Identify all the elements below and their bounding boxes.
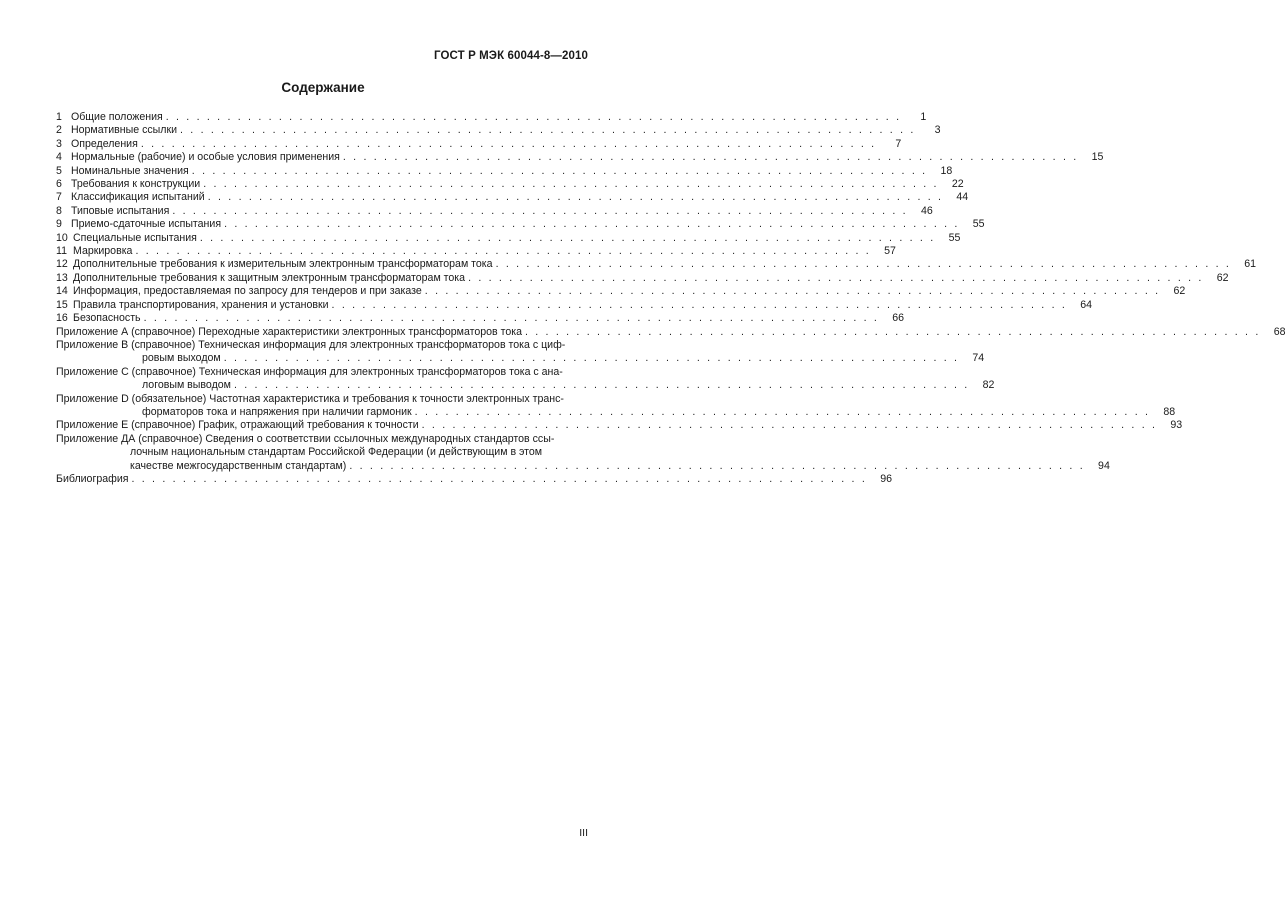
toc-entry-label	[56, 232, 197, 245]
toc-entry-label	[56, 245, 132, 258]
appendix-title-line: Приложение ДА (справочное) Сведения о соответствии ссылочных международных стандартов ссы-	[56, 432, 555, 445]
toc-page-number: 3	[934, 124, 941, 137]
toc-leader-dots: . . . . . . . . . . . . . . . . . . . . . . . . . . . . . . . . . . . . . . . . . . . . . . . . . . . . . . . . . . . . . . . . . . . . . . . .	[131, 472, 867, 485]
toc-page-number: 62	[1216, 271, 1229, 284]
toc-entry-text: Нормальные (рабочие) и особые условия применения	[71, 151, 340, 164]
toc-entry-label	[56, 326, 522, 339]
toc-entry-label	[56, 218, 221, 231]
toc-leader-dots: . . . . . . . . . . . . . . . . . . . . . . . . . . . . . . . . . . . . . . . . . . . . . . . . . . . . . . . . . . . . . . . . . . . . . . . .	[524, 325, 1261, 338]
toc-entry-section[interactable]	[56, 204, 933, 218]
toc-entry-section[interactable]	[56, 137, 902, 151]
toc-entry-section[interactable]	[56, 178, 964, 191]
toc-leader-dots: . . . . . . . . . . . . . . . . . . . . . . . . . . . . . . . . . . . . . . . . . . . . . . . . . . . . . . . . . . . . . . . . . . . . . . . .	[421, 419, 1158, 432]
toc-section-number: 1	[56, 111, 62, 123]
toc-entry-appendix[interactable]	[56, 432, 1110, 473]
toc-entry-label	[56, 178, 200, 191]
toc-entry-text: Маркировка	[73, 245, 133, 258]
toc-leader-dots: . . . . . . . . . . . . . . . . . . . . . . . . . . . . . . . . . . . . . . . . . . . . . . . . . . . . . . . . . . . . . . . . . . . . . . . .	[424, 285, 1161, 298]
toc-entry-section[interactable]	[56, 218, 985, 231]
toc-entry-section[interactable]	[56, 245, 896, 258]
toc-entry-text: Номинальные значения	[71, 164, 189, 177]
toc-entry-text: форматоров тока и напряжения при наличии гармоник	[142, 405, 412, 418]
toc-entry-appendix[interactable]	[56, 338, 985, 366]
appendix-last-line	[56, 379, 995, 392]
toc-leader-dots: . . . . . . . . . . . . . . . . . . . . . . . . . . . . . . . . . . . . . . . . . . . . . . . . . . . . . . . . . . . . . . . . . . . . . . . .	[172, 204, 908, 217]
appendix-last-line	[56, 419, 1183, 432]
appendix-title-line: Приложение D (обязательное) Частотная характеристика и требования к точности электронных транс-	[56, 392, 564, 405]
toc-section-number: 14	[56, 285, 68, 298]
toc-entry-text: Приложение Е (справочное) График, отражающий требования к точности	[56, 419, 419, 432]
toc-page-number: 74	[972, 352, 985, 365]
toc-entry-text: Определения	[71, 137, 138, 150]
toc-section-number: 3	[56, 137, 62, 150]
toc-entry-label	[56, 138, 138, 151]
toc-entry-label	[56, 124, 177, 137]
toc-section-number: 10	[56, 231, 68, 244]
toc-entry-text: Классификация испытаний	[71, 191, 205, 204]
table-of-contents	[56, 111, 1285, 486]
toc-section-number: 2	[56, 124, 62, 137]
toc-entry-text: Приемо-сдаточные испытания	[71, 218, 222, 231]
toc-page-number: 44	[956, 191, 969, 204]
toc-entry-appendix[interactable]	[56, 419, 1183, 432]
toc-entry-text: Нормативные ссылки	[71, 124, 178, 137]
toc-page-number: 96	[880, 472, 892, 485]
toc-entry-section[interactable]	[56, 298, 1093, 312]
toc-leader-dots: . . . . . . . . . . . . . . . . . . . . . . . . . . . . . . . . . . . . . . . . . . . . . . . . . . . . . . . . . . . . . . . . . . . . . . . .	[331, 298, 1068, 311]
toc-leader-dots: . . . . . . . . . . . . . . . . . . . . . . . . . . . . . . . . . . . . . . . . . . . . . . . . . . . . . . . . . . . . . . . . . . . . . . . .	[135, 245, 871, 258]
page-number: III	[579, 827, 588, 839]
appendix-title-line: Приложение В (справочное) Техническая информация для электронных трансформаторов тока с циф-	[56, 338, 566, 351]
toc-entry-text: Специальные испытания	[73, 231, 197, 244]
toc-entry-text: Безопасность	[73, 312, 141, 325]
toc-entry-label	[56, 473, 128, 486]
appendix-title-line: лочным национальным стандартам Российской Федерации (и действующим в этом	[130, 446, 543, 459]
toc-entry-text: логовым выводом	[142, 379, 231, 392]
toc-leader-dots: . . . . . . . . . . . . . . . . . . . . . . . . . . . . . . . . . . . . . . . . . . . . . . . . . . . . . . . . . . . . . . . . . . . . . . . .	[349, 459, 1085, 472]
toc-entry-section[interactable]	[56, 231, 961, 245]
toc-page-number: 55	[972, 218, 985, 231]
toc-entry-text: Правила транспортирования, хранения и установки	[73, 298, 329, 311]
toc-leader-dots: . . . . . . . . . . . . . . . . . . . . . . . . . . . . . . . . . . . . . . . . . . . . . . . . . . . . . . . . . . . . . . . . . . . . . . . .	[342, 151, 1079, 164]
toc-page-number: 64	[1080, 298, 1093, 311]
toc-section-number: 4	[56, 151, 62, 164]
toc-entry-section[interactable]	[56, 191, 969, 204]
toc-leader-dots: . . . . . . . . . . . . . . . . . . . . . . . . . . . . . . . . . . . . . . . . . . . . . . . . . . . . . . . . . . . . . . . . . . . . . . . .	[233, 379, 970, 392]
toc-page-number: 1	[920, 111, 927, 123]
appendix-last-line	[56, 459, 1110, 473]
toc-section-number: 11	[56, 245, 67, 258]
toc-entry-text: Библиография	[56, 472, 129, 485]
toc-section-number: 15	[56, 298, 68, 311]
toc-page-number: 68	[1273, 325, 1285, 338]
toc-page-number: 7	[895, 137, 902, 150]
toc-leader-dots: . . . . . . . . . . . . . . . . . . . . . . . . . . . . . . . . . . . . . . . . . . . . . . . . . . . . . . . . . . . . . . . . . . . . . . . .	[495, 258, 1232, 271]
toc-page-number: 55	[948, 231, 961, 244]
toc-leader-dots: . . . . . . . . . . . . . . . . . . . . . . . . . . . . . . . . . . . . . . . . . . . . . . . . . . . . . . . . . . . . . . . . . . . . . . . .	[191, 164, 928, 177]
toc-leader-dots: . . . . . . . . . . . . . . . . . . . . . . . . . . . . . . . . . . . . . . . . . . . . . . . . . . . . . . . . . . . . . . . . . . . . . . . .	[165, 111, 902, 123]
toc-entry-label	[56, 191, 205, 204]
toc-entry-label	[56, 299, 329, 312]
toc-leader-dots: . . . . . . . . . . . . . . . . . . . . . . . . . . . . . . . . . . . . . . . . . . . . . . . . . . . . . . . . . . . . . . . . . . . . . . . .	[207, 191, 944, 204]
toc-entry-appendix[interactable]	[56, 392, 1176, 420]
document-code: ГОСТ Р МЭК 60044-8—2010	[434, 50, 588, 62]
toc-page-number: 66	[892, 312, 905, 325]
toc-entry-text: Типовые испытания	[71, 204, 170, 217]
appendix-last-line	[56, 352, 985, 365]
toc-entry-label	[56, 205, 169, 218]
toc-entry-appendix[interactable]	[56, 325, 1285, 339]
toc-entry-appendix[interactable]	[56, 365, 995, 393]
toc-page-number: 57	[884, 245, 896, 258]
toc-entry-label	[142, 379, 231, 392]
toc-section-number: 9	[56, 218, 62, 231]
toc-entry-label	[56, 272, 465, 285]
toc-entry-label	[56, 258, 493, 271]
toc-entry-text: Приложение А (справочное) Переходные характеристики электронных трансформаторов тока	[56, 325, 522, 338]
toc-page-number: 22	[951, 178, 964, 191]
toc-entry-label	[142, 406, 412, 419]
toc-entry-text: Информация, предоставляемая по запросу для тендеров и при заказе	[73, 285, 422, 298]
toc-section-number: 8	[56, 204, 62, 217]
toc-entry-label	[56, 151, 340, 164]
toc-entry-section[interactable]	[56, 164, 953, 178]
toc-entry-label	[56, 285, 422, 298]
toc-leader-dots: . . . . . . . . . . . . . . . . . . . . . . . . . . . . . . . . . . . . . . . . . . . . . . . . . . . . . . . . . . . . . . . . . . . . . . . .	[203, 178, 939, 191]
appendix-last-line	[56, 325, 1285, 339]
toc-entry-text: Дополнительные требования к измерительным электронным трансформаторам тока	[73, 258, 493, 271]
toc-entry-text: качестве межгосударственным стандартам)	[130, 459, 347, 472]
toc-leader-dots: . . . . . . . . . . . . . . . . . . . . . . . . . . . . . . . . . . . . . . . . . . . . . . . . . . . . . . . . . . . . . . . . . . . . . . . .	[223, 352, 960, 365]
toc-entry-section[interactable]	[56, 111, 927, 124]
appendix-last-line	[56, 405, 1176, 419]
toc-leader-dots: . . . . . . . . . . . . . . . . . . . . . . . . . . . . . . . . . . . . . . . . . . . . . . . . . . . . . . . . . . . . . . . . . . . . . . . .	[199, 231, 936, 244]
toc-leader-dots: . . . . . . . . . . . . . . . . . . . . . . . . . . . . . . . . . . . . . . . . . . . . . . . . . . . . . . . . . . . . . . . . . . . . . . . .	[140, 137, 877, 150]
toc-entry-section[interactable]	[56, 285, 1186, 298]
toc-page-number: 88	[1163, 405, 1176, 418]
toc-section-number: 16	[56, 312, 68, 325]
toc-section-number: 12	[56, 258, 68, 271]
toc-leader-dots: . . . . . . . . . . . . . . . . . . . . . . . . . . . . . . . . . . . . . . . . . . . . . . . . . . . . . . . . . . . . . . . . . . . . . . . .	[414, 405, 1151, 418]
toc-entry-section[interactable]	[56, 124, 941, 137]
page-title: Содержание	[281, 80, 365, 95]
toc-entry-label	[56, 312, 141, 325]
toc-entry-label	[56, 419, 419, 432]
toc-page-number: 46	[921, 204, 933, 217]
toc-section-number: 6	[56, 178, 62, 191]
toc-entry-label	[56, 165, 189, 178]
toc-entry-label	[56, 111, 163, 124]
toc-entry-bibliography[interactable]	[56, 472, 892, 486]
toc-entry-section[interactable]	[56, 271, 1229, 285]
toc-leader-dots: . . . . . . . . . . . . . . . . . . . . . . . . . . . . . . . . . . . . . . . . . . . . . . . . . . . . . . . . . . . . . . . . . . . . . . . .	[143, 312, 880, 325]
toc-page-number: 18	[940, 164, 953, 177]
appendix-title-line: Приложение С (справочное) Техническая информация для электронных трансформаторов тока с ана-	[56, 365, 563, 378]
toc-entry-text: Дополнительные требования к защитным электронным трансформаторам тока	[73, 271, 466, 284]
toc-section-number: 7	[56, 191, 62, 204]
toc-page-number: 94	[1098, 459, 1110, 472]
toc-entry-section[interactable]	[56, 151, 1104, 164]
toc-leader-dots: . . . . . . . . . . . . . . . . . . . . . . . . . . . . . . . . . . . . . . . . . . . . . . . . . . . . . . . . . . . . . . . . . . . . . . . .	[224, 218, 960, 231]
toc-leader-dots: . . . . . . . . . . . . . . . . . . . . . . . . . . . . . . . . . . . . . . . . . . . . . . . . . . . . . . . . . . . . . . . . . . . . . . . .	[180, 124, 916, 137]
toc-entry-text: Общие положения	[71, 111, 163, 123]
toc-page-number: 93	[1170, 419, 1183, 432]
toc-page-number: 82	[982, 379, 995, 392]
toc-entry-text: ровым выходом	[142, 352, 221, 365]
toc-entry-section[interactable]	[56, 312, 905, 325]
toc-section-number: 5	[56, 164, 62, 177]
toc-leader-dots: . . . . . . . . . . . . . . . . . . . . . . . . . . . . . . . . . . . . . . . . . . . . . . . . . . . . . . . . . . . . . . . . . . . . . . . .	[468, 271, 1204, 284]
toc-section-number: 13	[56, 271, 68, 284]
toc-page-number: 15	[1091, 151, 1104, 164]
toc-entry-text: Требования к конструкции	[71, 178, 201, 191]
toc-page-number: 62	[1173, 285, 1186, 298]
toc-entry-label	[142, 352, 221, 365]
toc-page-number: 61	[1244, 258, 1257, 271]
toc-entry-section[interactable]	[56, 258, 1257, 271]
toc-entry-label	[130, 460, 346, 473]
